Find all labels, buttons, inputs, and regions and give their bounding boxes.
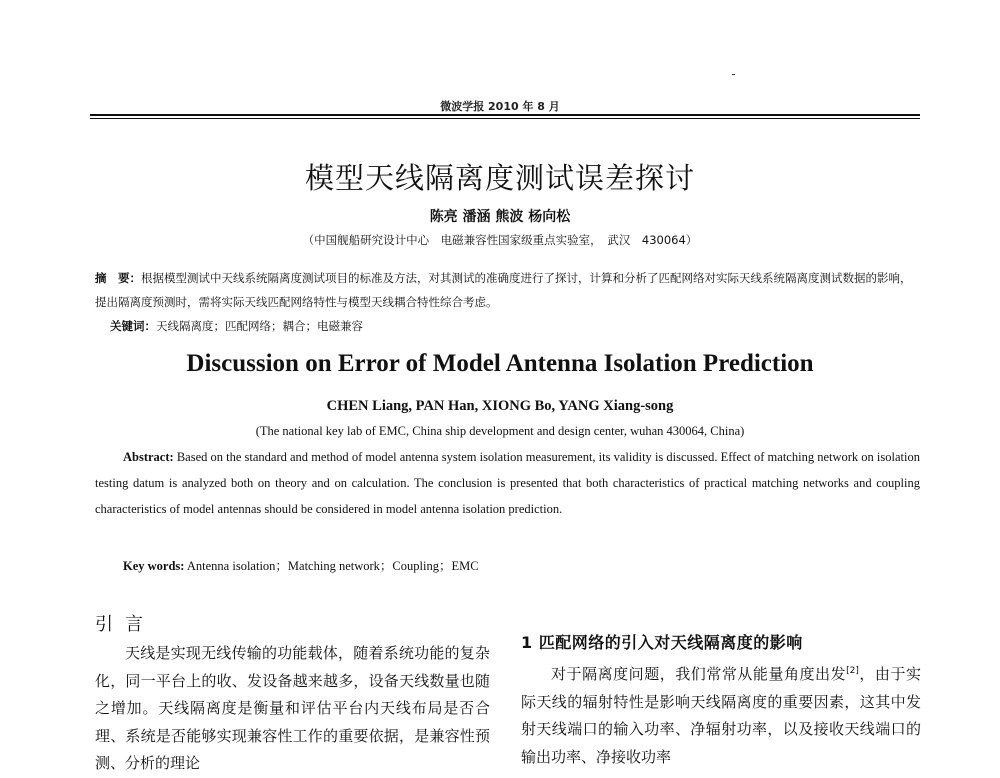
chinese-abstract-label: 摘 要： (95, 271, 141, 285)
chinese-abstract (95, 266, 920, 314)
chinese-title: 模型天线隔离度测试误差探讨 (304, 161, 695, 195)
section1-heading: 1 匹配网络的引入对天线隔离度的影响 (521, 633, 803, 652)
section1-paragraph (521, 658, 921, 771)
chinese-affiliation: （中国舰船研究设计中心 电磁兼容性国家级重点实验室， 武汉 430064） (302, 233, 698, 247)
section1-text-a: 对于隔离度问题，我们常常从能量角度出发 (551, 665, 847, 683)
chinese-abstract-text: 根据模型测试中天线系统隔离度测试项目的标准及方法，对其测试的准确度进行了探讨，计算和分析了匹配网络对实际天线系统隔离度测试数据的影响，提出隔离度预测时，需将实际天线匹配网络特性与模型天线耦合特性综合考虑。 (95, 271, 912, 309)
running-header: 微波学报 2010 年 8 月 (440, 100, 560, 113)
intro-heading: 引言 (95, 614, 155, 635)
english-keywords (123, 556, 923, 574)
english-title: Discussion on Error of Model Antenna Isolation Prediction (186, 350, 814, 377)
chinese-keywords-text: 天线隔离度；匹配网络；耦合；电磁兼容 (156, 319, 363, 333)
english-abstract-text: Based on the standard and method of model antenna system isolation measurement, its validity is discussed. Effect of matching network on isolation testing datum is analyzed both on theory and on calculation. The conclusion is presented that both characteristics of practical matching networks and coupling characteristics of model antennas should be considered in model antenna isolation prediction. (95, 450, 920, 516)
english-abstract (95, 444, 920, 522)
english-keywords-text: Antenna isolation；Matching network；Coupling；EMC (184, 559, 479, 573)
header-rule-thin (90, 118, 920, 119)
chinese-keywords (110, 318, 920, 334)
intro-paragraph: 天线是实现无线传输的功能载体，随着系统功能的复杂化，同一平台上的收、发设备越来越多，设备天线数量也随之增加。天线隔离度是衡量和评估平台内天线布局是否合理、系统是否能够实现兼容性工作的重要依据，是兼容性预测、分析的理论 (95, 644, 490, 772)
english-authors: CHEN Liang, PAN Han, XIONG Bo, YANG Xiang-song (326, 398, 674, 414)
citation-ref[interactable]: [2] (846, 666, 859, 676)
english-abstract-label: Abstract: (123, 450, 174, 464)
chinese-authors: 陈亮 潘涵 熊波 杨向松 (429, 209, 571, 225)
chinese-keywords-label: 关键词： (110, 319, 156, 333)
scan-speck (732, 74, 735, 75)
english-affiliation: (The national key lab of EMC, China ship development and design center, wuhan 430064, China) (255, 424, 745, 438)
section1-text-b: ，由于实际天线的辐射特性是影响天线隔离度的重要因素，这其中发射天线端口的输入功率、净辐射功率，以及接收天线端口的输出功率、净接收功率 (521, 665, 921, 766)
header-rule-thick (90, 114, 920, 116)
english-keywords-label: Key words: (123, 559, 185, 573)
